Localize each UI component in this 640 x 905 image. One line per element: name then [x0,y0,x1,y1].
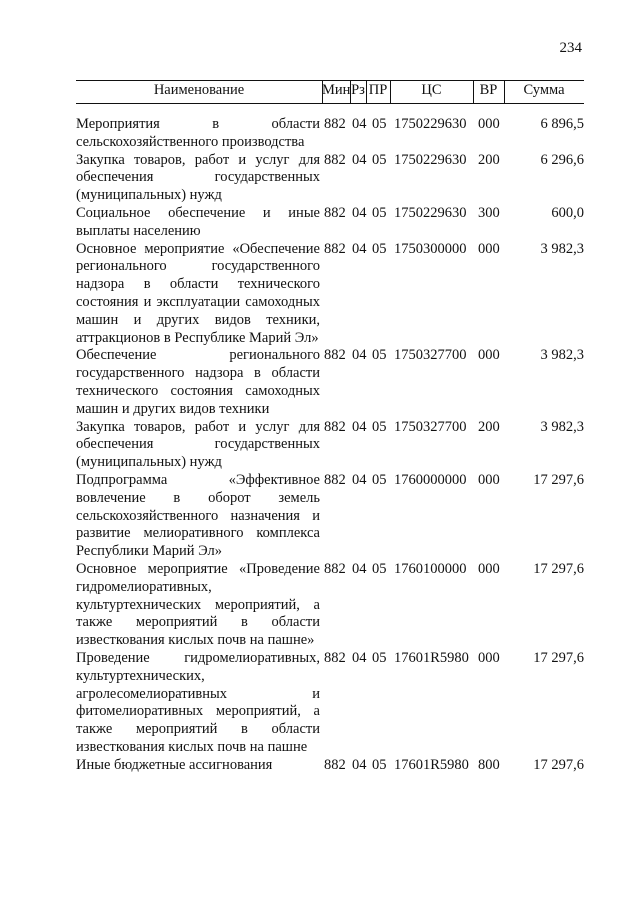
row-pr: 05 [372,151,387,168]
row-min: 882 [324,240,346,257]
row-sum: 17 297,6 [533,756,584,773]
header-sum: Сумма [523,82,565,98]
table-header-bottom-rule [76,103,584,104]
row-cs: 1750327700 [394,347,467,364]
row-codes [324,472,508,490]
row-pr: 05 [372,347,387,364]
row-name: Закупка товаров, работ и услуг для обеспечения государственных (муниципальных) нужд [76,418,320,471]
row-min: 882 [324,560,346,577]
row-codes [324,650,508,668]
row-sum: 3 982,3 [540,347,584,364]
header-pr: ПР [368,82,388,98]
row-cs: 1750229630 [394,204,467,221]
row-name: Обеспечение регионального государственного надзора в области технического состояния самоходных машин и других видов техники [76,347,320,417]
row-min: 882 [324,116,346,132]
row-rz: 04 [352,116,367,132]
row-sum: 3 982,3 [540,418,584,435]
row-rz: 04 [352,756,367,773]
page-number: 234 [559,40,582,56]
row-sum: 3 982,3 [540,240,584,257]
row-name: Основное мероприятие «Проведение гидромелиоративных, культуртехнических мероприятий, а также мероприятий в области известкования кислых почв на пашне» [76,560,320,649]
table-row [76,152,584,205]
row-min: 882 [324,151,346,168]
table-row [76,757,584,775]
row-name: Основное мероприятие «Обеспечение регионального государственного надзора в области технического состояния и эксплуатации самоходных машин и других видов техники, аттракционов в Республике Марий Эл» [76,240,320,346]
row-pr: 05 [372,116,387,132]
header-cs: ЦС [421,82,442,98]
row-rz: 04 [352,240,367,257]
row-cs: 1750327700 [394,418,467,435]
row-cs: 1760000000 [394,471,467,488]
table-row [76,561,584,650]
row-rz: 04 [352,649,367,666]
row-sum: 600,0 [551,204,584,221]
header-name: Наименование [153,82,245,98]
row-pr: 05 [372,240,387,257]
row-cs: 17601R5980 [394,649,469,666]
row-rz: 04 [352,204,367,221]
table-row [76,241,584,348]
header-vr: ВР [479,82,498,98]
row-rz: 04 [352,560,367,577]
row-cs: 1750300000 [394,240,467,257]
table-row [76,116,584,152]
row-sum: 17 297,6 [533,649,584,666]
row-codes [324,347,508,365]
row-cs: 17601R5980 [394,756,469,773]
table-body [76,116,584,774]
row-name: Проведение гидромелиоративных, культуртехнических, агролесомелиоративных и фитомелиоративных мероприятий, а также мероприятий в области известкования кислых почв на пашне [76,649,320,755]
row-rz: 04 [352,418,367,435]
row-min: 882 [324,204,346,221]
row-cs: 1750229630 [394,116,467,132]
row-pr: 05 [372,756,387,773]
row-vr: 000 [478,649,500,666]
row-codes [324,757,508,775]
row-vr: 000 [478,347,500,364]
row-codes [324,419,508,437]
row-rz: 04 [352,471,367,488]
row-name: Мероприятия в области сельскохозяйственного производства [76,116,320,150]
row-cs: 1750229630 [394,151,467,168]
table-row [76,472,584,561]
header-min: Мин [322,82,351,98]
row-pr: 05 [372,649,387,666]
row-vr: 800 [478,756,500,773]
row-vr: 000 [478,471,500,488]
row-min: 882 [324,471,346,488]
row-pr: 05 [372,418,387,435]
row-pr: 05 [372,560,387,577]
table-row [76,419,584,472]
row-name: Иные бюджетные ассигнования [76,756,273,773]
row-pr: 05 [372,204,387,221]
row-vr: 200 [478,418,500,435]
row-sum: 17 297,6 [533,471,584,488]
row-pr: 05 [372,471,387,488]
row-sum: 6 296,6 [540,151,584,168]
table-header [76,80,584,103]
row-sum: 6 896,5 [540,116,584,132]
row-sum: 17 297,6 [533,560,584,577]
row-min: 882 [324,418,346,435]
row-codes [324,561,508,579]
header-rz: Рз [351,82,365,98]
row-rz: 04 [352,347,367,364]
row-min: 882 [324,347,346,364]
row-name: Закупка товаров, работ и услуг для обеспечения государственных (муниципальных) нужд [76,151,320,204]
row-vr: 000 [478,560,500,577]
row-name: Социальное обеспечение и иные выплаты населению [76,204,320,239]
row-codes [324,152,508,170]
row-codes [324,241,508,259]
row-name: Подпрограмма «Эффективное вовлечение в оборот земель сельскохозяйственного назначения и развитие мелиоративного комплекса Республики Марий Эл» [76,471,320,560]
row-min: 882 [324,649,346,666]
row-vr: 000 [478,116,500,132]
row-vr: 000 [478,240,500,257]
row-vr: 300 [478,204,500,221]
table-row [76,347,584,418]
row-min: 882 [324,756,346,773]
table-row [76,650,584,757]
row-codes [324,116,508,134]
row-vr: 200 [478,151,500,168]
table-row [76,205,584,241]
row-rz: 04 [352,151,367,168]
row-cs: 1760100000 [394,560,467,577]
row-codes [324,205,508,223]
